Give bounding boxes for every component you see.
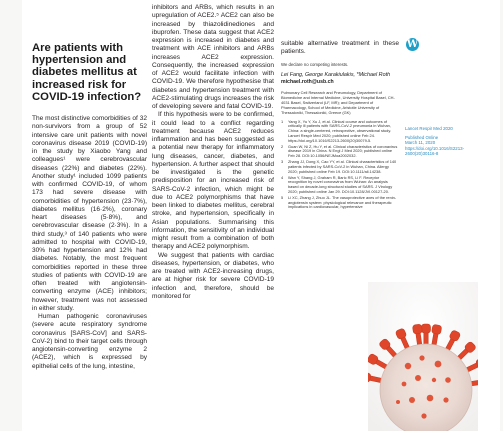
column-3 [281, 40, 399, 212]
reference-text: Zhang JJ, Dong X, Cao YY, et al. Clinical characteristics of 140 patients infected by SARS-CoV-2 in Wuhan, China. Allergy 2020; published online Feb 19. DOI:10.1111/all.14238. [288, 159, 397, 174]
paragraph: The most distinctive comorbidities of 32 non-survivors from a group of 52 intensive care unit patients with novel coronavirus disease 2019 (COVID-19) in the study by Xiaobo Yang and colleagues¹ were cerebrovascular diseases (22%) and diabetes (22%). Another study¹ included 1099 patients with confirmed COVID-19, of whom 173 had severe disease with comorbidities of hypertension (23·7%), diabetes mellitus (16·2%), coronary heart diseases (5·8%), and cerebrovascular disease (2·3%). In a third study,³ of 140 patients who were admitted to hospital with COVID-19, 30% had hypertension and 12% had diabetes. Notably, the most frequent comorbidities reported in these three studies of patients with COVID-19 are often treated with angiotensin-converting enzyme (ACE) inhibitors; however, treatment was not assessed in either study. [32, 115, 147, 312]
reference-text: Guan W, Ni Z, Hu Y, et al. Clinical characteristics of coronavirus disease 2019 in China. N Engl J Med 2020; published online Feb 28. DOI:10.1056/NEJMoa2002032. [288, 143, 398, 159]
reference-item [281, 160, 399, 174]
reference-number: 2 [281, 143, 284, 149]
publication-meta [405, 126, 471, 157]
reference-item [281, 145, 399, 159]
reference-item [281, 196, 399, 210]
publish-date: March 11, 2020 [405, 140, 436, 146]
article-title: Are patients with hypertension and diabetes mellitus at increased risk for COVID-19 infection? [32, 42, 142, 103]
column-1 [32, 4, 147, 371]
reference-list [281, 120, 399, 211]
column-2 [152, 4, 274, 301]
competing-interests: We declare no competing interests. [281, 61, 349, 67]
doi-link[interactable]: https://doi.org/10.1016/S2213-2600(20)30116-8 [405, 145, 465, 157]
column-2-body [152, 4, 274, 301]
published-label: Published Online [405, 134, 439, 140]
reference-number: 4 [281, 174, 284, 180]
reference-item [281, 120, 399, 144]
author-affiliation: Pulmonary Cell Research and Pneumology, Department of Biomedicine and Internal Medicine, University Hospital Basel, CH-4031 Basel, Switzerland (LF, MR); and Department of Pharmacology, School of Medicine, Aristotle University of Thessaloniki, Thessaloniki, Greece (GK) [281, 90, 395, 115]
paragraph: If this hypothesis were to be confirmed, it could lead to a conflict regarding treatment because ACE2 reduces inflammation and has been suggested as a potential new therapy for inflammatory lung diseases, cancer, diabetes, and hypertension. A further aspect that should be investigated is the genetic predisposition for an increased risk of SARS-CoV-2 infection, which might be due to ACE2 polymorphisms that have been linked to diabetes mellitus, cerebral stroke, and hypertension, specifically in Asian populations. Summarising this information, the sensitivity of an individual might result from a combination of both therapy and ACE2 polymorphism. [152, 111, 274, 251]
column-3-text: suitable alternative treatment in these patients. [281, 40, 399, 56]
reference-text: Yang X, Yu Y, Xu J, et al. Clinical course and outcomes of critically ill patients with SARS-CoV-2 pneumonia in Wuhan, China: a single-centered, retrospective, observational study. Lancet Respir Med 2020; published online Feb 24. https://doi.org/10.1016/S2213-2600(20)30079-5. [288, 118, 392, 143]
reference-number: 5 [281, 194, 284, 200]
author-email[interactable]: michael.roth@usb.ch [281, 78, 334, 85]
author-list: Lei Fang, George Karakiulakis, *Michael Roth [281, 72, 391, 78]
reference-text: Li XC, Zhang J, Zhuo JL. The vasoprotective axes of the renin-angiotensin system: physiological relevance and therapeutic implications in cardiovascular, hypertensive [288, 194, 397, 210]
reference-item [281, 176, 399, 195]
coronavirus-illustration [368, 282, 478, 431]
w-circle-logo-icon[interactable]: W [406, 39, 419, 50]
virus-figure-svg [368, 282, 478, 431]
reference-text: Wan Y, Shang J, Graham R, Baric RS, Li F. Receptor recognition by novel coronavirus from Wuhan: An analysis based on decade-long structural studies of SARS. J Virology 2020; published online Jan 29. DOI:10.1128/JVI.00127-20. [288, 174, 393, 194]
journal-name: Lancet Respir Med 2020 [405, 126, 453, 131]
column-1-body [32, 115, 147, 371]
paragraph: We suggest that patients with cardiac diseases, hypertension, or diabetes, who are treated with ACE2-increasing drugs, are at higher risk for severe COVID-19 infection and, therefore, should be monitored for [152, 251, 274, 300]
reference-number: 3 [281, 159, 284, 165]
paragraph: inhibitors and ARBs, which results in an upregulation of ACE2.⁵ ACE2 can also be increased by thiazolidinediones and ibuprofen. These data suggest that ACE2 expression is increased in diabetes and treatment with ACE inhibitors and ARBs increases ACE2 expression. Consequently, the increased expression of ACE2 would facilitate infection with COVID-19. We therefore hypothesise that diabetes and hypertension treatment with ACE2-stimulating drugs increases the risk of developing severe and fatal COVID-19. [152, 4, 274, 110]
reference-number: 1 [281, 118, 284, 124]
paragraph: Human pathogenic coronaviruses (severe acute respiratory syndrome coronavirus [SARS-CoV] and SARS-CoV-2) bind to their target cells through angiotensin-converting enzyme 2 (ACE2), which is expressed by epithelial cells of the lung, intestine, [32, 313, 147, 370]
